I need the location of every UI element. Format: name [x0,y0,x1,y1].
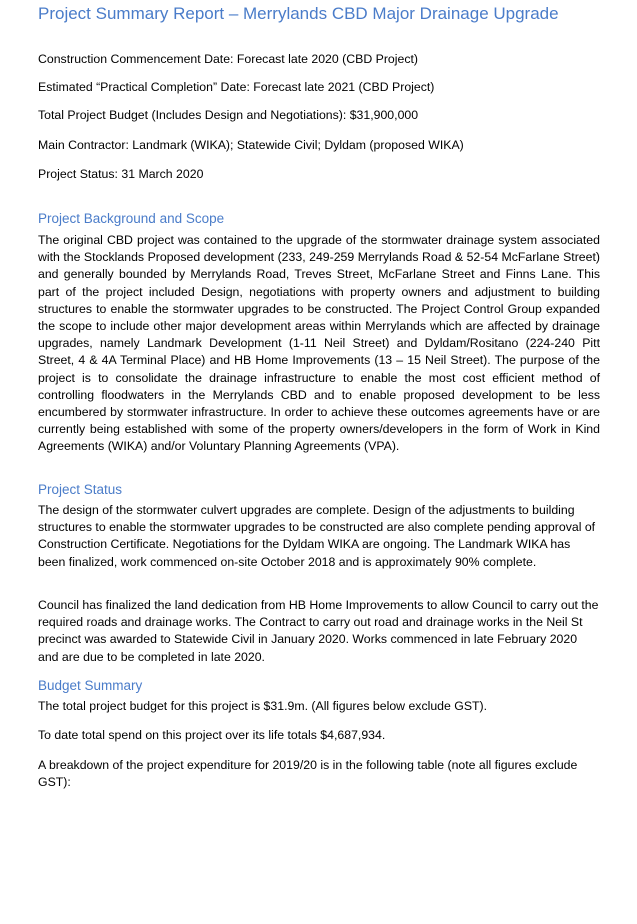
background-paragraph: The original CBD project was contained to the upgrade of the stormwater drainage system associated with the Stocklands Proposed development (233, 249-259 Merrylands Road & 52-54 McFarlane Street) and generally bounded by Merrylands Road, Treves Street, McFarlane Street and Finns Lane. This part of the project included Design, negotiations with property owners and adjustment to building structures to enable the stormwater upgrades to be constructed. The Project Control Group expanded the scope to include other major development areas within Merrylands which are affected by drainage upgrades, namely Landmark Development (1-11 Neil Street) and Dyldam/Rositano (224-240 Pitt Street, 4 & 4A Terminal Place) and HB Home Improvements (13 – 15 Neil Street). The purpose of the project is to consolidate the drainage infrastructure to enable the most cost efficient method of controlling floodwaters in the Merrylands CBD and to enable proposed development to be less encumbered by stormwater infrastructure. In order to achieve these outcomes agreements have or are currently being established with some of the property owners/developers in the form of Work in Kind Agreements (WIKA) and/or Voluntary Planning Agreements (VPA). [38,233,600,454]
report-title: Project Summary Report – Merrylands CBD Major Drainage Upgrade [38,4,559,23]
project-status-date: Project Status: 31 March 2020 [38,167,204,181]
completion-date: Estimated “Practical Completion” Date: Forecast late 2021 (CBD Project) [38,80,435,94]
budget-paragraph-3: A breakdown of the project expenditure for 2019/20 is in the following table (note all figures exclude GST): [38,758,578,790]
background-heading: Project Background and Scope [38,211,225,226]
budget-heading: Budget Summary [38,678,143,693]
status-heading: Project Status [38,482,123,497]
budget-paragraph-2: To date total spend on this project over its life totals $4,687,934. [38,728,386,742]
status-paragraph-2: Council has finalized the land dedication from HB Home Improvements to allow Council to carry out the required roads and drainage works. The Contract to carry out road and drainage works in the Neil St precinct was awarded to Statewide Civil in January 2020. Works commenced in late February 2020 and are due to be completed in late 2020. [38,598,599,664]
commencement-date: Construction Commencement Date: Forecast late 2020 (CBD Project) [38,52,418,66]
budget-paragraph-1: The total project budget for this project is $31.9m. (All figures below exclude GST). [38,699,488,713]
project-budget: Total Project Budget (Includes Design and Negotiations): $31,900,000 [38,108,419,122]
main-contractor: Main Contractor: Landmark (WIKA); Statewide Civil; Dyldam (proposed WIKA) [38,138,464,152]
status-paragraph-1: The design of the stormwater culvert upgrades are complete. Design of the adjustments to building structures to enable the stormwater upgrades to be constructed are also complete pending approval of Construction Certificate. Negotiations for the Dyldam WIKA are ongoing. The Landmark WIKA has been finalized, work commenced on-site October 2018 and is approximately 90% complete. [38,503,596,569]
